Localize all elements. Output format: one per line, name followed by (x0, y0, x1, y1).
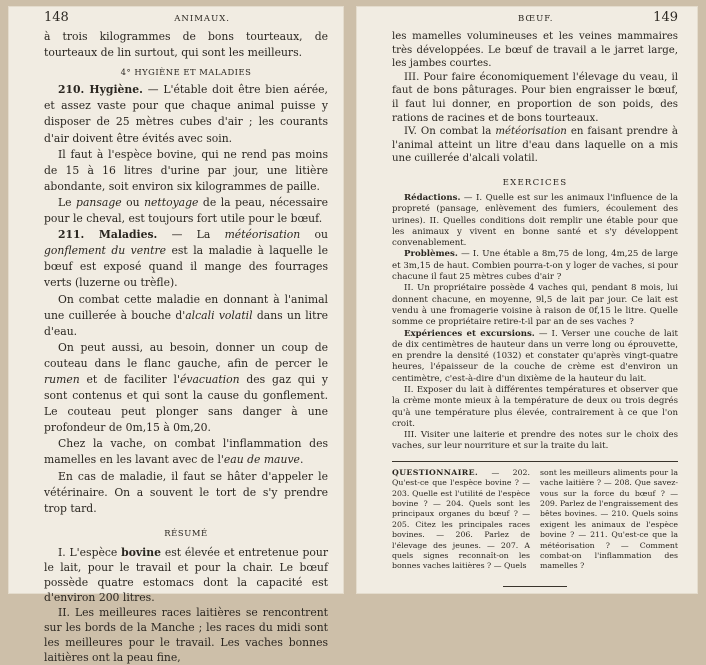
experiences-3: III. Visiter une laiterie et prendre des notes sur le choix des vaches, sur leur nourriture et sur la traite du lait. (392, 430, 678, 452)
problemes-1: Problèmes. — I. Une étable a 8m,75 de long, 4m,25 de large et 3m,15 de haut. Combien pourra-t-on y loger de vaches, si pour chacune il faut 25 mètres cubes d'air ? (392, 249, 678, 283)
divider (392, 461, 678, 462)
left-body (44, 29, 328, 665)
left-header (44, 10, 328, 28)
questionnaire-left: QUESTIONNAIRE. — 202. Qu'est-ce que l'espèce bovine ? — 203. Quelle est l'utilité de l'espèce bovine ? — 204. Quels sont les principaux organes du bœuf ? — 205. Citez les principales races bovines. — 206. Parlez de l'élevage des jeunes. — 207. A quels signes reconnaît-on les bonnes vaches laitières ? — Quels (392, 467, 530, 571)
resume-continued (392, 30, 678, 166)
resume-3: III. Pour faire économiquement l'élevage du veau, il faut de bons pâturages. Pour bien engraisser le bœuf, il faut lui donner, en proportion de son poids, des rations de racines et de bons tourteaux. (392, 71, 678, 124)
intro-paragraph: à trois kilogrammes de bons tourteaux, de tourteaux de lin surtout, qui sont les meilleurs. (44, 30, 328, 60)
paragraph-211: 211. Maladies. — La météorisation ou gonflement du ventre est la maladie à laquelle le bœuf est exposé quand il mange des fourrages verts (luzerne ou trèfle). (44, 228, 328, 290)
exercices (392, 193, 678, 453)
problemes-2: II. Un propriétaire possède 4 vaches qui, pendant 8 mois, lui donnent chacune, en moyenne, 9l,5 de lait par jour. Ce lait est vendu à une fromagerie voisine à raison de 0f,15 le litre. Quelle somme ce propriétaire retire-t-il par an de ses vaches ? (392, 283, 678, 328)
exercices-heading: EXERCICES (502, 177, 568, 188)
experiences-1: Expériences et excursions. — I. Verser une couche de lait de dix centimètres de hauteur dans un verre long ou éprouvette, en prendre la densité (1032) et constater qu'après vingt-quatre heures, l'épaisseur de la couche de crème est d'environ un centimètre, c'est-à-dire d'un dixième de la hauteur du lait. (392, 328, 678, 384)
redactions: Rédactions. — I. Quelle est sur les animaux l'influence de la propreté (pansage, enlèvement des fumiers, écoulement des urines). II. Quelles conditions doit remplir une étable pour que les animaux y vivent en bonne santé et s'y développent convenablement. (392, 192, 678, 249)
running-title: ANIMAUX. (174, 14, 230, 24)
right-page (356, 6, 698, 594)
paragraph-210-heading: 210. Hygiène. (58, 83, 143, 97)
paragraph-combat: On combat cette maladie en donnant à l'animal une cuillerée à bouche d'alcali volatil dans un litre d'eau. (44, 292, 328, 338)
paragraph-besoin: On peut aussi, au besoin, donner un coup de couteau dans le flanc gauche, afin de percer le rumen et de faciliter l'évacuation des gaz qui y sont contenus et qui sont la cause du gonflement. Le couteau peut plonger sans danger à une profondeur de 0m,15 à 0m,20. (44, 340, 328, 435)
resume-cont: les mamelles volumineuses et les veines mammaires très développées. Le bœuf de travail a le jarret large, les jambes courtes. (392, 31, 678, 70)
page-number: 148 (44, 10, 69, 25)
resume-heading: RÉSUMÉ (164, 527, 208, 538)
questionnaire (392, 468, 678, 572)
end-rule (503, 586, 567, 587)
page-number: 149 (653, 10, 678, 25)
right-body (392, 30, 678, 587)
experiences-2: II. Exposer du lait à différentes températures et observer que la crème monte mieux à la température de deux ou trois degrés qu'à une température plus élevée, contrairement à ce que l'on croit. (392, 384, 678, 429)
paragraph-maladie: En cas de maladie, il faut se hâter d'appeler le vétérinaire. On a souvent le tort de s'y prendre trop tard. (44, 469, 328, 515)
resume-4: IV. On combat la météorisation en faisant prendre à l'animal atteint un litre d'eau dans laquelle on a mis une cuillerée d'alcali volatil. (392, 126, 678, 165)
right-header (392, 10, 678, 28)
paragraph-211-heading: 211. Maladies. (58, 228, 158, 242)
resume-2: II. Les meilleures races laitières se rencontrent sur les bords de la Manche ; les races du midi sont les meilleures pour le travail. Les vaches bonnes laitières ont la peau fine, (44, 605, 328, 664)
paragraph-vache: Chez la vache, on combat l'inflammation des mamelles en les lavant avec de l'eau de mauve. (44, 437, 328, 467)
paragraph-210: 210. Hygiène. — L'étable doit être bien aérée, et assez vaste pour que chaque animal puisse y disposer de 25 mètres cubes d'air ; les courants d'air doivent être évités avec soin. (44, 83, 328, 145)
paragraph-urine: Il faut à l'espèce bovine, qui ne rend pas moins de 15 à 16 litres d'urine par jour, une litière abondante, soit environ six kilogrammes de paille. (44, 147, 328, 193)
section-heading: 4° HYGIÈNE ET MALADIES (120, 67, 252, 78)
resume-1: I. L'espèce bovine est élevée et entretenue pour le lait, pour le travail et pour la chair. Le bœuf possède quatre estomacs dont la capacité est d'environ 200 litres. (44, 545, 328, 604)
running-title: BŒUF. (518, 14, 554, 24)
left-page (8, 6, 344, 664)
questionnaire-right: sont les meilleurs aliments pour la vache laitière ? — 208. Que savez-vous sur la force du bœuf ? — 209. Parlez de l'engraissement des bêtes bovines. — 210. Quels soins exigent les animaux de l'espèce bovine ? — 211. Qu'est-ce que la météorisation ? — Comment combat-on l'inflammation des mamelles ? (540, 467, 678, 571)
paragraph-pansage: Le pansage ou nettoyage de la peau, nécessaire pour le cheval, est toujours fort utile pour le bœuf. (44, 195, 328, 226)
